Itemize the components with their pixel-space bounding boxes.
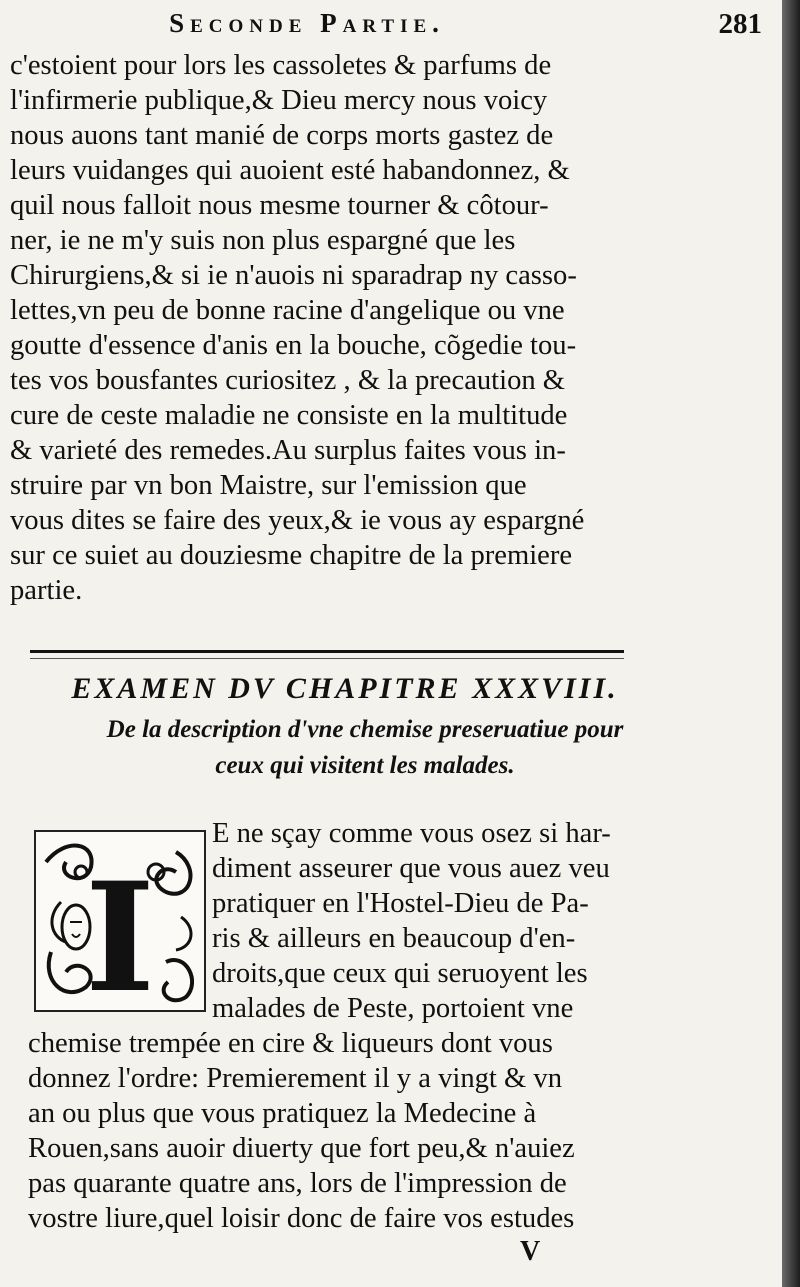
- ornament-icon: [36, 832, 204, 1010]
- chapter-line: pratiquer en l'Hostel-Dieu de Pa-: [212, 888, 589, 919]
- body-line: tes vos bousfantes curiositez , & la precaution &: [10, 365, 566, 396]
- chapter-line: malades de Peste, portoient vne: [212, 993, 574, 1024]
- section-rule-thin: [30, 658, 624, 659]
- chapter-line: pas quarante quatre ans, lors de l'impression de: [28, 1168, 567, 1199]
- running-head: [0, 8, 782, 48]
- chapter-line: donnez l'ordre: Premierement il y a vingt & vn: [28, 1063, 562, 1094]
- body-line: quil nous falloit nous mesme tourner & côtour-: [10, 190, 549, 221]
- body-line: sur ce suiet au douziesme chapitre de la premiere: [10, 540, 573, 571]
- body-line: ner, ie ne m'y suis non plus espargné que les: [10, 225, 516, 256]
- chapter-line: ris & ailleurs en beaucoup d'en-: [212, 923, 576, 954]
- body-line: partie.: [10, 575, 83, 606]
- chapter-line: an ou plus que vous pratiquez la Medecine à: [28, 1098, 537, 1129]
- body-line: struire par vn bon Maistre, sur l'emission que: [10, 470, 527, 501]
- chapter-subtitle-continued: ceux qui visitent les malades.: [215, 752, 515, 779]
- body-line: vous dites se faire des yeux,& ie vous ay espargné: [10, 505, 585, 536]
- body-line: lettes,vn peu de bonne racine d'angelique ou vne: [10, 295, 565, 326]
- chapter-title: EXAMEN DV CHAPITRE XXXVIII.: [71, 672, 619, 705]
- body-line: c'estoient pour lors les cassoletes & parfums de: [10, 50, 552, 81]
- body-line: l'infirmerie publique,& Dieu mercy nous voicy: [10, 85, 548, 116]
- body-line: nous auons tant manié de corps morts gastez de: [10, 120, 554, 151]
- ornamental-initial: [34, 830, 206, 1012]
- running-title: Seconde Partie.: [169, 8, 445, 38]
- chapter-line: diment asseurer que vous auez veu: [212, 853, 610, 884]
- body-line: cure de ceste maladie ne consiste en la multitude: [10, 400, 568, 431]
- chapter-line: E ne sçay comme vous osez si har-: [212, 818, 611, 849]
- chapter-line: Rouen,sans auoir diuerty que fort peu,& n'auiez: [28, 1133, 575, 1164]
- body-line: goutte d'essence d'anis en la bouche, cõgedie tou-: [10, 330, 577, 361]
- body-line: leurs vuidanges qui auoient esté habandonnez, &: [10, 155, 570, 186]
- body-line: & varieté des remedes.Au surplus faites vous in-: [10, 435, 566, 466]
- chapter-subtitle: De la description d'vne chemise preseruatiue pour: [106, 716, 624, 743]
- drop-cap-letter: I: [84, 850, 156, 1010]
- page-edge-shadow: [782, 0, 800, 1287]
- section-rule: [30, 650, 624, 653]
- page-number: 281: [718, 8, 762, 40]
- signature-mark: V: [520, 1236, 541, 1267]
- body-line: Chirurgiens,& si ie n'auois ni sparadrap ny casso-: [10, 260, 577, 291]
- chapter-line: chemise trempée en cire & liqueurs dont vous: [28, 1028, 553, 1059]
- chapter-line: vostre liure,quel loisir donc de faire vos estudes: [28, 1203, 575, 1234]
- chapter-line: droits,que ceux qui seruoyent les: [212, 958, 588, 989]
